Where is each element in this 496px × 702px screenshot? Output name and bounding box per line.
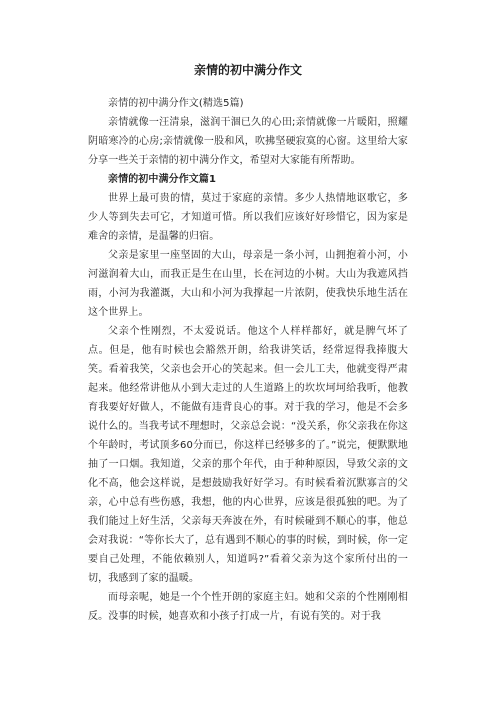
paragraph: 父亲个性刚烈，不太爱说话。他这个人样样都好，就是脾气坏了点。但是，他有时候也会豁然开朗，给我讲笑话，经常逗得我捧腹大笑。看着我笑，父亲也会开心的笑起来。但一会儿工夫，他就变得严肃起来。他经常讲他从小到大走过的人生道路上的坎坎坷坷给我听，他教育我要好好做人，不能做有违背良心的事。对于我的学习，他是不会多说什么的。当我考试不理想时，父亲总会说：“没关系，你父亲我在你这个年龄时，考试顶多60分而已，你这样已经够多的了。”说完，便默默地抽了一口烟。我知道，父亲的那个年代，由于种种原因，导致父亲的文化不高，他会这样说，是想鼓励我好好学习。有时候看着沉默寡言的父亲，心中总有些伤感，我想，他的内心世界，应该是很孤独的吧。为了我们能过上好生活，父亲每天奔波在外，有时候碰到不顺心的事，他总会对我说：“等你长大了，总有遇到不顺心的事的时候，到时候，你一定要自己处理，不能依赖别人，知道吗?”看着父亲为这个家所付出的一切，我感到了家的温暖。 [88, 326, 408, 584]
document-title: 亲情的初中满分作文 [193, 63, 302, 77]
paragraph: 世界上最可贵的情，莫过于家庭的亲情。多少人热情地讴歌它，多少人等到失去可它，才知道可惜。所以我们应该好好珍惜它，因为家是难舍的亲情，是温馨的归宿。 [88, 193, 408, 242]
paragraph: 父亲是家里一座坚固的大山，母亲是一条小河，山拥抱着小河，小河滋润着大山，而我正是生在山里，长在河边的小树。大山为我遮风挡雨，小河为我灌溉，大山和小河为我撑起一片浓阴，使我快乐地生活在这个世界上。 [88, 250, 408, 318]
document-body [88, 94, 408, 626]
paragraph: 亲情就像一汪清泉，滋润干涸已久的心田;亲情就像一片暖阳，照耀阴暗寒冷的心房;亲情就像一股和风，吹拂坚硬寂寞的心窗。这里给大家分享一些关于亲情的初中满分作文，希望对大家能有所帮助。 [88, 117, 408, 166]
section-heading: 亲情的初中满分作文篇1 [108, 174, 217, 185]
paragraph: 而母亲呢，她是一个个性开朗的家庭主妇。她和父亲的个性刚刚相反。没事的时候，她喜欢和小孩子打成一片，有说有笑的。对于我 [88, 592, 408, 622]
paragraph: 亲情的初中满分作文(精选5篇) [108, 98, 244, 109]
